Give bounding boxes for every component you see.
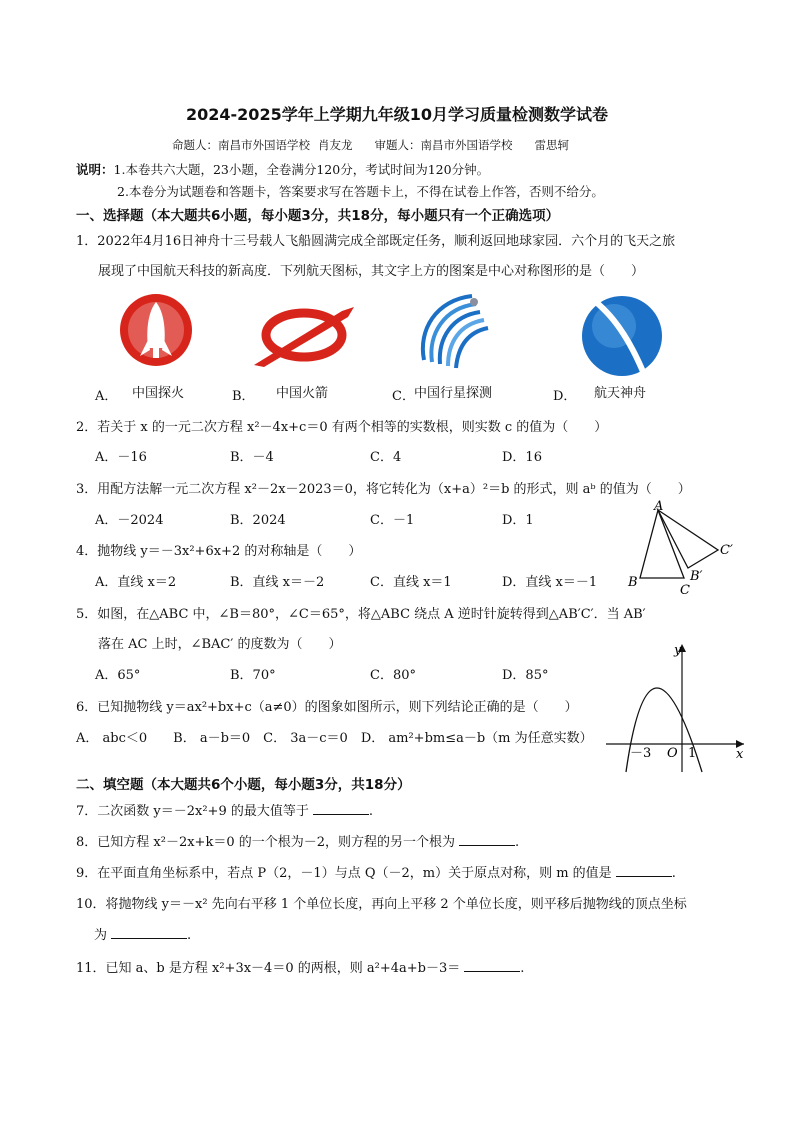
parabola-figure bbox=[602, 640, 752, 776]
q1-line1: 1．2022年4月16日神舟十三号载人飞船圆满完成全部既定任务，顺利返回地球家园．六个月的飞天之旅 bbox=[76, 234, 676, 249]
q3-option-a: A．－2024 bbox=[95, 513, 164, 528]
label-y: y bbox=[674, 643, 682, 658]
q1-label-d: 航天神舟 bbox=[594, 386, 647, 401]
q6-text: 6．已知抛物线 y＝ax²+bx+c（a≠0）的图象如图所示，则下列结论正确的是（ ） bbox=[76, 700, 578, 715]
label-c-prime: C′ bbox=[720, 543, 733, 558]
q11-blank[interactable] bbox=[464, 959, 520, 972]
label-1: 1 bbox=[688, 746, 697, 761]
notes-line1 bbox=[76, 160, 489, 178]
label-b-prime: B′ bbox=[690, 569, 703, 584]
q8-blank[interactable] bbox=[459, 833, 515, 846]
notes-text2: 2.本卷分为试题卷和答题卡，答案要求写在答题卡上，不得在试卷上作答，否则不给分。 bbox=[117, 184, 604, 199]
q10-line1: 10．将抛物线 y＝－x² 先向右平移 1 个单位长度，再向上平移 2 个单位长度，则平移后抛物线的顶点坐标 bbox=[76, 897, 687, 912]
q10-line2: 为 . bbox=[94, 928, 192, 943]
reviewer-label: 审题人：南昌市外国语学校 bbox=[374, 138, 513, 152]
q7: 7．二次函数 y＝－2x²+9 的最大值等于 . bbox=[76, 804, 373, 819]
shenzhou-logo bbox=[574, 286, 666, 378]
label-c: C bbox=[680, 583, 690, 598]
q2-option-b: B．－4 bbox=[230, 450, 274, 465]
notes-text1: 1.本卷共六大题，23小题，全卷满分120分，考试时间为120分钟。 bbox=[113, 162, 490, 177]
q4-option-d: D．直线 x＝－1 bbox=[502, 575, 598, 590]
q5-option-d: D．85° bbox=[502, 668, 549, 683]
q3-text: 3．用配方法解一元二次方程 x²－2x－2023＝0，将它转化为（x+a）²＝b 的形式，则 aᵇ 的值为（ ） bbox=[76, 482, 691, 497]
rotation-triangle-figure bbox=[622, 498, 742, 598]
q1-option-d: D． bbox=[553, 389, 577, 404]
q5-option-a: A．65° bbox=[95, 668, 141, 683]
label-b: B bbox=[628, 575, 638, 590]
q11: 11．已知 a、b 是方程 x²+3x－4＝0 的两根，则 a²+4a+b－3＝ . bbox=[76, 961, 525, 976]
q3-option-d: D．1 bbox=[502, 513, 534, 528]
q5-option-c: C．80° bbox=[370, 668, 416, 683]
q8: 8．已知方程 x²－2x+k＝0 的一个根为－2，则方程的另一个根为 . bbox=[76, 835, 520, 850]
q1-label-b: 中国火箭 bbox=[276, 386, 329, 401]
label-a: A bbox=[654, 499, 664, 514]
q4-option-a: A．直线 x＝2 bbox=[95, 575, 177, 590]
section1-title: 一、选择题（本大题共6小题，每小题3分，共18分，每小题只有一个正确选项） bbox=[76, 208, 560, 224]
q6-options: A． abc＜0 B． a－b＝0 C． 3a－c＝0 D． am²+bm≤a－b（m 为任意实数） bbox=[76, 731, 593, 746]
q1-label-c: 中国行星探测 bbox=[414, 386, 493, 401]
q7-blank[interactable] bbox=[313, 802, 369, 815]
q1-option-b: B． bbox=[232, 389, 255, 404]
q2-option-d: D．16 bbox=[502, 450, 542, 465]
label-origin: O bbox=[667, 746, 678, 761]
q2-text: 2．若关于 x 的一元二次方程 x²－4x+c＝0 有两个相等的实数根，则实数 c 的值为（ ） bbox=[76, 420, 608, 435]
q3-option-c: C．－1 bbox=[370, 513, 415, 528]
q4-text: 4．抛物线 y＝－3x²+6x+2 的对称轴是（ ） bbox=[76, 544, 362, 559]
q10-blank[interactable] bbox=[111, 926, 187, 939]
exam-title: 2024-2025学年上学期九年级10月学习质量检测数学试卷 bbox=[186, 105, 608, 124]
label-x: x bbox=[736, 747, 744, 762]
q9-blank[interactable] bbox=[616, 864, 672, 877]
notes-label: 说明： bbox=[76, 162, 114, 177]
q1-line2: 展现了中国航天科技的新高度．下列航天图标，其文字上方的图案是中心对称图形的是（ ） bbox=[98, 264, 645, 279]
q3-option-b: B．2024 bbox=[230, 513, 286, 528]
mars-exploration-logo bbox=[116, 290, 196, 370]
setter-label: 命题人：南昌市外国语学校 bbox=[172, 138, 310, 152]
q5-line2: 落在 AC 上时，∠BAC′ 的度数为（ ） bbox=[98, 637, 342, 652]
q5-option-b: B．70° bbox=[230, 668, 276, 683]
q5-line1: 5．如图，在△ABC 中，∠B＝80°，∠C＝65°，将△ABC 绕点 A 逆时针旋转得到△AB′C′．当 AB′ bbox=[76, 607, 646, 622]
q2-option-c: C．4 bbox=[370, 450, 402, 465]
q1-label-a: 中国探火 bbox=[132, 386, 185, 401]
setter-name: 肖友龙 bbox=[318, 138, 353, 152]
triangle-abc bbox=[640, 510, 684, 578]
q9: 9．在平面直角坐标系中，若点 P（2，－1）与点 Q（－2，m）关于原点对称，则 m 的值是 . bbox=[76, 866, 676, 881]
q2-option-a: A．－16 bbox=[95, 450, 147, 465]
authors-line bbox=[172, 137, 577, 153]
china-rocket-logo bbox=[252, 305, 356, 367]
section2-title: 二、填空题（本大题共6个小题，每小题3分，共18分） bbox=[76, 777, 411, 793]
label-neg3: －3 bbox=[630, 746, 652, 761]
q4-option-c: C．直线 x＝1 bbox=[370, 575, 452, 590]
reviewer-name: 雷思轲 bbox=[534, 138, 569, 152]
planetary-exploration-logo bbox=[414, 290, 504, 374]
q1-option-a: A． bbox=[95, 389, 118, 404]
triangle-ab1c1 bbox=[658, 510, 718, 568]
q4-option-b: B．直线 x＝－2 bbox=[230, 575, 325, 590]
q1-option-c: C． bbox=[392, 389, 415, 404]
